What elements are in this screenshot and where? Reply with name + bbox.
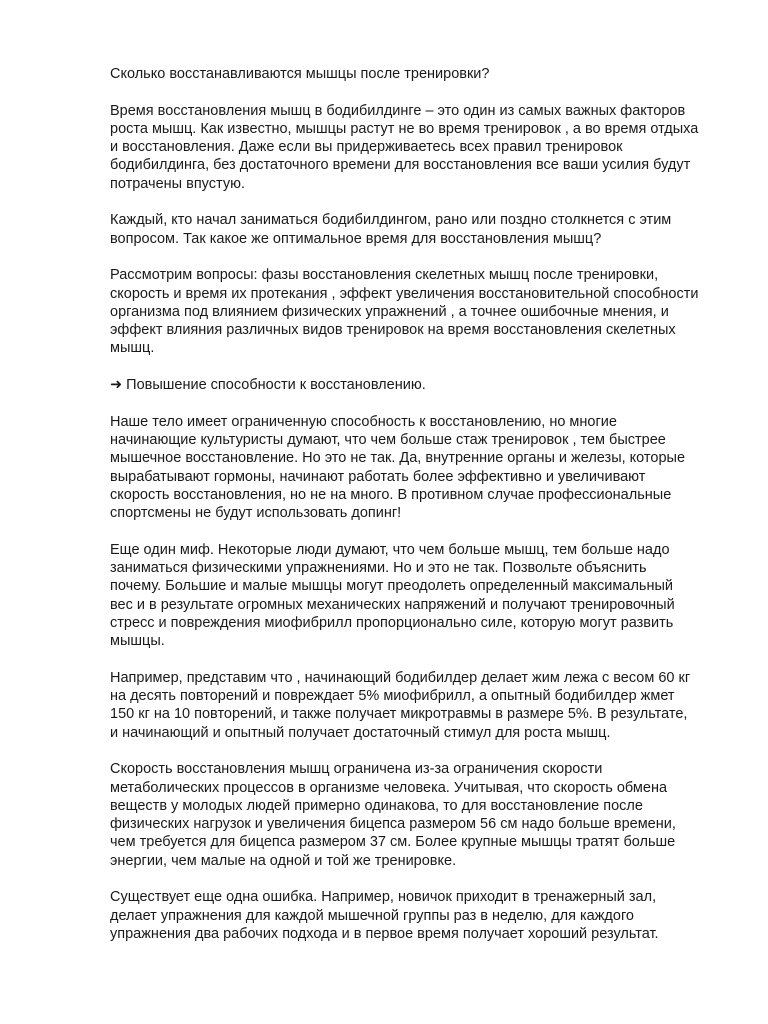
paragraph-body-capacity: Наше тело имеет ограниченную способность к восстановлению, но многие начинающие культуристы думают, что чем больше стаж тренировок , тем быстрее мышечное восстановление. Но это не так. Да, внутренние органы и железы, которые вырабатывают гормоны, начинают работать более эффективно и увеличивают скорость восстановления, но не на много. В противном случае профессиональные спортсмены не будут использовать допинг!	[110, 413, 686, 522]
paragraph-example: Например, представим что , начинающий бодибилдер делает жим лежа с весом 60 кг на десять повторений и повреждает 5% миофибрилл, а опытный бодибилдер жмет 150 кг на 10 повторений, и также получает микротравмы в размере 5%. В результате, и начинающий и опытный получает достаточный стимул для роста мышц.	[110, 669, 691, 741]
paragraph-myth: Еще один миф. Некоторые люди думают, что чем больше мышц, тем больше надо заниматься физическими упражнениями. Но и это не так. Позвольте объяснить почему. Большие и малые мышцы могут преодолеть определенный максимальный вес и в результате огромных механических напряжений и получают тренировочный стресс и повреждения миофибрилл пропорционально силе, которую могут развить мышцы.	[110, 541, 675, 650]
paragraph-metabolism: Скорость восстановления мышц ограничена из-за ограничения скорости метаболических процессов в организме человека. Учитывая, что скорость обмена веществ у молодых людей примерно одинакова, то для восстановление после физических нагрузок и увеличения бицепса размером 56 см надо больше времени, чем требуется для бицепса размером 37 см. Более крупные мышцы тратят больше энергии, чем малые на одной и той же тренировке.	[110, 761, 676, 869]
paragraph-mistake: Существует еще одна ошибка. Например, новичок приходит в тренажерный зал, делает упражнения для каждой мышечной группы раз в неделю, для каждого упражнения два рабочих подхода и в первое время получает хороший результат.	[110, 889, 659, 942]
document-title: Сколько восстанавливаются мышцы после тренировки?	[110, 66, 490, 82]
paragraph-question: Каждый, кто начал заниматься бодибилдингом, рано или поздно столкнется с этим вопросом. Так какое же оптимальное время для восстановления мышц?	[110, 212, 672, 247]
section-heading: ➜ Повышение способности к восстановлению.	[110, 377, 426, 394]
paragraph-topics: Рассмотрим вопросы: фазы восстановления скелетных мышц после тренировки, скорость и время их протекания , эффект увеличения восстановительной способности организма под влиянием физических упражнений , а точнее ошибочные мнения, и эффект влияния различных видов тренировок на время восстановления скелетных мышц.	[110, 267, 699, 357]
paragraph-intro: Время восстановления мышц в бодибилдинге – это один из самых важных факторов роста мышц. Как известно, мышцы растут не во время тренировок , а во время отдыха и восстановления. Даже если вы придерживаетесь всех правил тренировок бодибилдинга, без достаточного времени для восстановления все ваши усилия будут потрачены впустую.	[110, 102, 699, 192]
document-page	[110, 65, 720, 962]
